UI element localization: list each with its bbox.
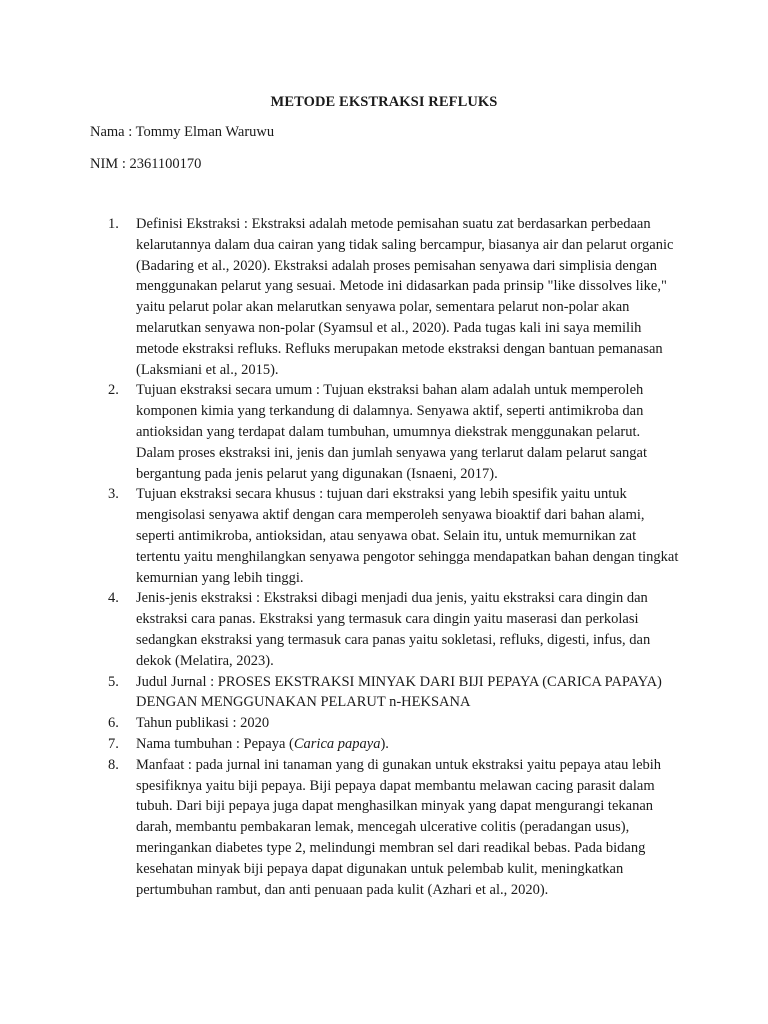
- list-item-text: Nama tumbuhan : Pepaya: [136, 735, 290, 752]
- list-item-nama-tumbuhan: [90, 734, 680, 755]
- close-paren: ).: [380, 735, 389, 752]
- list-number: 4.: [108, 590, 119, 607]
- list-item-text: Judul Jurnal : PROSES EKSTRAKSI MINYAK DARI BIJI PEPAYA (CARICA PAPAYA) DENGAN MENGGUNAKAN PELARUT n-HEKSANA: [136, 673, 662, 711]
- list-number: 6.: [108, 715, 119, 732]
- list-item-text: Tujuan ekstraksi secara umum : Tujuan ekstraksi bahan alam adalah untuk memperoleh komponen kimia yang terkandung di dalamnya. Senyawa aktif, seperti antimikroba dan antioksidan yang terdapat dalam tumbuhan, umumnya diekstrak menggunakan pelarut. Dalam proses ekstraksi ini, jenis dan jumlah senyawa yang terlarut dalam pelarut sangat bergantung pada jenis pelarut yang digunakan (Isnaeni, 2017).: [136, 382, 647, 482]
- list-number: 7.: [108, 735, 119, 752]
- list-item-tujuan-khusus: [90, 484, 680, 588]
- student-name: Nama : Tommy Elman Waruwu: [90, 124, 275, 140]
- list-number: 5.: [108, 673, 119, 690]
- list-item-text: Tujuan ekstraksi secara khusus : tujuan dari ekstraksi yang lebih spesifik yaitu untuk mengisolasi senyawa aktif dengan cara memperoleh senyawa bioaktif dari bahan alami, seperti antimikroba, antioksidan, atau senyawa obat. Selain itu, untuk memurnikan zat tertentu yaitu menghilangkan senyawa pengotor sehingga mendapatkan bahan dengan tingkat kemurnian yang lebih tinggi.: [136, 486, 679, 586]
- list-number: 8.: [108, 756, 119, 773]
- list-item-tahun-publikasi: [90, 713, 680, 734]
- list-number: 3.: [108, 486, 119, 503]
- list-number: 2.: [108, 382, 119, 399]
- list-item-definisi: [90, 214, 680, 380]
- student-nim: NIM : 2361100170: [90, 156, 202, 172]
- document-title: METODE EKSTRAKSI REFLUKS: [270, 94, 498, 110]
- list-item-manfaat: [90, 755, 680, 901]
- numbered-list: [90, 214, 680, 900]
- list-item-text: Definisi Ekstraksi : Ekstraksi adalah metode pemisahan suatu zat berdasarkan perbedaan kelarutannya dalam dua cairan yang tidak saling bercampur, biasanya air dan pelarut organic (Badaring et al., 2020). Ekstraksi adalah proses pemisahan senyawa dari simplisia dengan menggunakan pelarut yang sesuai. Metode ini didasarkan pada prinsip "like dissolves like," yaitu pelarut polar akan melarutkan senyawa polar, sementara pelarut non-polar akan melarutkan senyawa non-polar (Syamsul et al., 2020). Pada tugas kali ini saya memilih metode ekstraksi refluks. Refluks merupakan metode ekstraksi dengan bantuan pemanasan (Laksmiani et al., 2015).: [136, 216, 674, 378]
- open-paren: (: [289, 735, 294, 752]
- list-item-jenis-ekstraksi: [90, 588, 680, 671]
- list-item-text: Jenis-jenis ekstraksi : Ekstraksi dibagi menjadi dua jenis, yaitu ekstraksi cara dingin dan ekstraksi cara panas. Ekstraksi yang termasuk cara dingin yaitu maserasi dan perkolasi sedangkan ekstraksi yang termasuk cara panas yaitu sokletasi, refluks, digesti, infus, dan dekok (Melatira, 2023).: [136, 590, 651, 669]
- list-item-tujuan-umum: [90, 380, 680, 484]
- list-number: 1.: [108, 216, 119, 232]
- list-item-text: Tahun publikasi : 2020: [136, 715, 270, 732]
- scientific-name: Carica papaya: [293, 735, 381, 752]
- list-item-text: Manfaat : pada jurnal ini tanaman yang di gunakan untuk ekstraksi yaitu pepaya atau lebih spesifiknya yaitu biji pepaya. Biji pepaya dapat membantu melawan cacing parasit dalam tubuh. Dari biji pepaya juga dapat menghasilkan minyak yang dapat mengurangi tekanan darah, membantu pembakaran lemak, mencegah ulcerative colitis (peradangan usus), meringankan diabetes type 2, melindungi membran sel dari readikal bebas. Pada bidang kesehatan minyak biji pepaya dapat digunakan untuk pelembab kulit, meningkatkan pertumbuhan rambut, dan anti penuaan pada kulit (Azhari et al., 2020).: [136, 756, 662, 898]
- list-item-judul-jurnal: [90, 672, 680, 714]
